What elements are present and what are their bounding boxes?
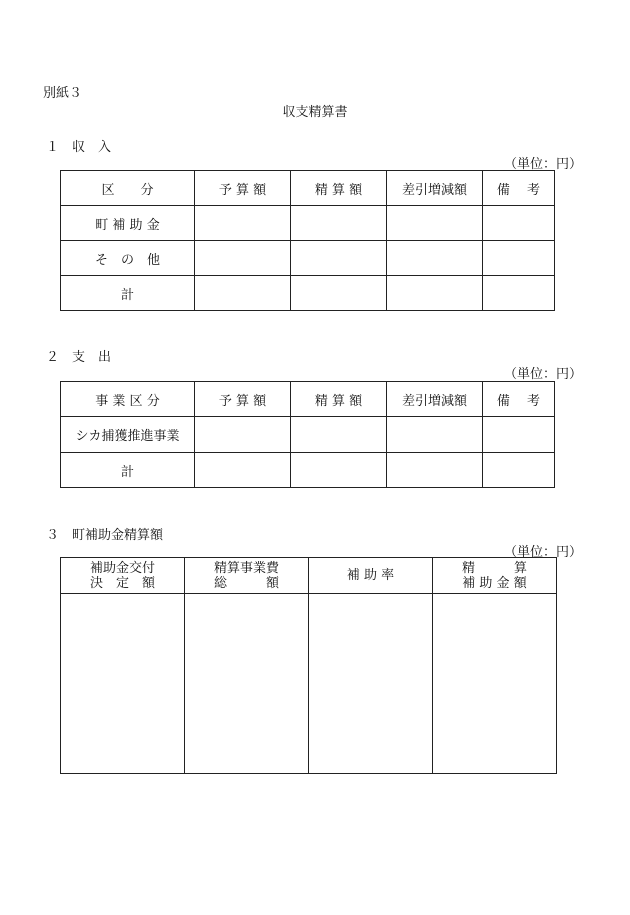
subsidy-col-total-cost (185, 558, 309, 594)
expense-table (60, 381, 555, 488)
income-row-label: そ の 他 (61, 241, 195, 276)
income-cell[interactable] (483, 276, 555, 311)
subsidy-unit-label: （単位：円） (503, 545, 582, 560)
subsidy-col-rate (309, 558, 433, 594)
subsidy-col-decision-amount (61, 558, 185, 594)
expense-row-label: シカ捕獲推進事業 (61, 417, 195, 453)
expense-row-label: 計 (61, 453, 195, 488)
expense-cell[interactable] (195, 453, 291, 488)
subsidy-col-decision-amount-line1: 補助金交付 (89, 560, 155, 576)
expense-cell[interactable] (387, 417, 483, 453)
expense-col-budget: 予 算 額 (195, 382, 291, 417)
income-cell[interactable] (195, 241, 291, 276)
subsidy-col-decision-amount-line2: 決 定 額 (89, 575, 155, 591)
subsidy-cell-total-cost[interactable] (185, 594, 309, 774)
expense-cell[interactable] (483, 453, 555, 488)
expense-col-business-category: 事 業 区 分 (61, 382, 195, 417)
income-cell[interactable] (387, 206, 483, 241)
income-col-settlement: 精 算 額 (291, 171, 387, 206)
expense-cell[interactable] (291, 417, 387, 453)
table-row (61, 206, 555, 241)
income-row-label: 町 補 助 金 (61, 206, 195, 241)
income-col-budget: 予 算 額 (195, 171, 291, 206)
subsidy-table (60, 557, 557, 774)
income-cell[interactable] (387, 276, 483, 311)
table-row (61, 453, 555, 488)
income-cell[interactable] (195, 276, 291, 311)
subsidy-col-total-cost-line2: 総 額 (213, 575, 279, 591)
table-row (61, 594, 557, 774)
expense-unit-label: （単位：円） (503, 367, 582, 382)
subsidy-col-settled-amount-line1: 精 算 (461, 560, 527, 576)
expense-cell[interactable] (195, 417, 291, 453)
document-title: 収支精算書 (282, 105, 348, 120)
table-row (61, 417, 555, 453)
income-cell[interactable] (291, 276, 387, 311)
income-col-remarks: 備 考 (483, 171, 555, 206)
expense-cell[interactable] (291, 453, 387, 488)
income-cell[interactable] (291, 241, 387, 276)
table-row (61, 276, 555, 311)
subsidy-cell-settled-amount[interactable] (433, 594, 557, 774)
expense-heading: ２ 支 出 (46, 350, 112, 365)
attachment-label: 別紙３ (43, 86, 83, 101)
income-unit-label: （単位：円） (503, 157, 582, 172)
subsidy-col-rate-line1: 補 助 率 (346, 568, 395, 583)
expense-col-remarks: 備 考 (483, 382, 555, 417)
income-table (60, 170, 555, 311)
income-col-difference: 差引増減額 (387, 171, 483, 206)
expense-cell[interactable] (387, 453, 483, 488)
expense-cell[interactable] (483, 417, 555, 453)
subsidy-cell-decision-amount[interactable] (61, 594, 185, 774)
income-cell[interactable] (387, 241, 483, 276)
income-cell[interactable] (483, 241, 555, 276)
income-col-category: 区 分 (61, 171, 195, 206)
subsidy-col-settled-amount-line2: 補 助 金 額 (462, 575, 527, 591)
income-heading: １ 収 入 (46, 140, 112, 155)
subsidy-col-total-cost-line1: 精算事業費 (213, 560, 279, 576)
subsidy-col-settled-amount (433, 558, 557, 594)
income-cell[interactable] (195, 206, 291, 241)
income-row-label: 計 (61, 276, 195, 311)
expense-col-settlement: 精 算 額 (291, 382, 387, 417)
subsidy-cell-rate[interactable] (309, 594, 433, 774)
subsidy-heading: ３ 町補助金精算額 (46, 528, 164, 543)
table-row (61, 241, 555, 276)
expense-col-difference: 差引増減額 (387, 382, 483, 417)
income-cell[interactable] (483, 206, 555, 241)
income-cell[interactable] (291, 206, 387, 241)
